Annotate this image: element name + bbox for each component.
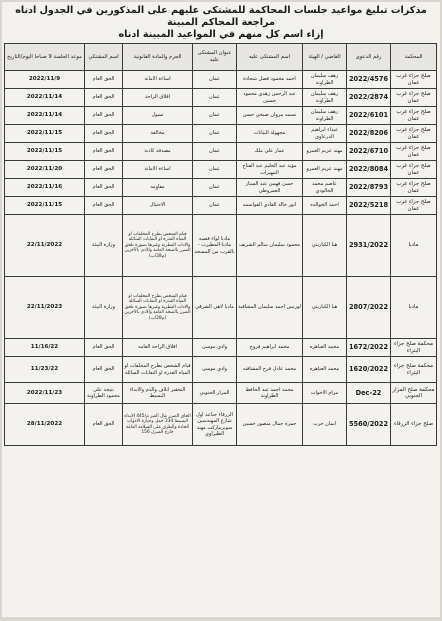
cell-plaintiff: الحق العام [85, 404, 123, 446]
cell-charge: اقلاق الراحة [123, 89, 193, 107]
cell-session-date: 2022/11/20 [5, 161, 85, 179]
table-row [5, 404, 437, 446]
cell-session-date: 2022/11/16 [5, 179, 85, 197]
cell-judge: مرام الاخوات [303, 383, 347, 404]
cell-judge: محمد العياهره [303, 357, 347, 383]
table-row [5, 125, 437, 143]
cell-plaintiff: وزارة البيئة [85, 277, 123, 339]
cell-court: صلح جزاء الزرقاء [391, 404, 437, 446]
cell-judge: رهف سليمان الطراونة [303, 89, 347, 107]
cell-plaintiff: نتيجه على محمود الطراونة [85, 383, 123, 404]
cell-case-number: 1620/2022 [347, 357, 391, 383]
cell-court: صلح جزاء غرب عمان [391, 89, 437, 107]
cell-defendant: محمد ابراهيم فروج [237, 339, 303, 357]
document-title: مذكرات تبليغ مواعيد جلسات المحاكمة للمشتكى عليهم على المذكورين في الجدول ادناه مراجعة المحاكم المبينة إزاء اسم كل منهم في المواعيد المبينة ادناه [15, 5, 427, 40]
cell-plaintiff: الحق العام [85, 107, 123, 125]
cell-plaintiff: الحق العام [85, 161, 123, 179]
cell-address: مادبا لاهي الشرقي [193, 277, 237, 339]
cell-address: عمان [193, 143, 237, 161]
cell-defendant: نسمه مروان صبحي حسن [237, 107, 303, 125]
cell-case-number: Dec-22 [347, 383, 391, 404]
cell-court: مادبا [391, 215, 437, 277]
header-judge: القاضي / الهيئة [303, 44, 347, 71]
cell-defendant: عمار علي ملك [237, 143, 303, 161]
table-row [5, 339, 437, 357]
cell-charge: قيام الشخص بطرح المخلفات او المياه القذرة او النفايات السائلة [123, 357, 193, 383]
cell-judge: مهند عزيم العمرو [303, 161, 347, 179]
cell-case-number: 1672/2022 [347, 339, 391, 357]
cell-address: مادبا لواء قصبة مادبا-المطيرب - بالقرب من المسجد [193, 215, 237, 277]
cell-plaintiff: الحق العام [85, 89, 123, 107]
cell-plaintiff: الحق العام [85, 125, 123, 143]
cell-defendant: احمد محمود فضل شحادة [237, 71, 303, 89]
cell-judge: رهف سليمان الطراونة [303, 71, 347, 89]
cell-court: صلح جزاء غرب عمان [391, 161, 437, 179]
cell-session-date: 2022/11/15 [5, 143, 85, 161]
cell-judge: رهف سليمان الطراونة [303, 107, 347, 125]
cell-address: عمان [193, 89, 237, 107]
cell-session-date: 2022/11/15 [5, 125, 85, 143]
cell-case-number: 2022/2874 [347, 89, 391, 107]
cell-session-date: 2022/11/14 [5, 89, 85, 107]
cell-court: صلح جزاء غرب عمان [391, 179, 437, 197]
document-page [2, 2, 440, 617]
header-case-number: رقم الدعوى [347, 44, 391, 71]
cell-charge: مخالفة [123, 125, 193, 143]
cell-session-date: 2022/11/23 [5, 383, 85, 404]
cell-plaintiff: الحق العام [85, 179, 123, 197]
cell-plaintiff: الحق العام [85, 143, 123, 161]
cell-case-number: 2807/2022 [347, 277, 391, 339]
cell-case-number: 2022/6101 [347, 107, 391, 125]
cell-defendant: حمزة جمال منصور حسين [237, 404, 303, 446]
cell-court: محكمة صلح المزار الجنوبي [391, 383, 437, 404]
cell-charge: تسول [123, 107, 193, 125]
header-court: المحكمة [391, 44, 437, 71]
cell-judge: غيداء ابراهيم الدرعاوي [303, 125, 347, 143]
cell-plaintiff: الحق العام [85, 197, 123, 215]
cell-address: عمان [193, 125, 237, 143]
cell-address: عمان [193, 197, 237, 215]
cell-session-date: 11/16/22 [5, 339, 85, 357]
table-body [5, 71, 437, 446]
table-row [5, 197, 437, 215]
cell-case-number: 2931/2022 [347, 215, 391, 277]
cell-plaintiff: وزارة البيئة [85, 215, 123, 277]
cell-address: وادي موسى [193, 339, 237, 357]
cell-session-date: 28/11/2022 [5, 404, 85, 446]
cell-case-number: 5560/2022 [347, 404, 391, 446]
cell-plaintiff: الحق العام [85, 357, 123, 383]
cell-address: عمان [193, 179, 237, 197]
cell-court: صلح جزاء غرب عمان [391, 107, 437, 125]
table-row [5, 143, 437, 161]
table-row [5, 383, 437, 404]
cell-case-number: 2022/8793 [347, 179, 391, 197]
table-row [5, 89, 437, 107]
hearings-table [4, 43, 437, 446]
cell-charge: اساءة الامانة [123, 71, 193, 89]
cell-judge: مهند عزيم العمرو [303, 143, 347, 161]
cell-court: مادبا [391, 277, 437, 339]
cell-charge: مصدقة كاذبة [123, 143, 193, 161]
header-plaintiff: اسم المشتكي [85, 44, 123, 71]
table-row [5, 179, 437, 197]
cell-defendant: محمد عادل فرح المشاقبه [237, 357, 303, 383]
cell-court: صلح جزاء غرب عمان [391, 71, 437, 89]
cell-case-number: 2022/8206 [347, 125, 391, 143]
cell-address: عمان [193, 161, 237, 179]
cell-session-date: 2022/11/15 [5, 197, 85, 215]
cell-defendant: مؤيد عبد الحليم عبد الفتاح المهيرات [237, 161, 303, 179]
cell-charge: الحاق الضرر مال الغير م/445 الايذاء البسيط 334 حمل وحيازة الادوات الحادة والطرق على السلامة العامة خارج المنزل 156 [123, 404, 193, 446]
cell-court: صلح جزاء غرب عمان [391, 125, 437, 143]
cell-charge: الاحتيال [123, 197, 193, 215]
cell-charge: مقاومه [123, 179, 193, 197]
cell-plaintiff: الحق العام [85, 71, 123, 89]
cell-address: المزار الجنوبي [193, 383, 237, 404]
cell-charge: التحقير اتلاف والذم والايذاء البسيط [123, 383, 193, 404]
cell-judge: ايمان حرب [303, 404, 347, 446]
table-row [5, 161, 437, 179]
table-row [5, 215, 437, 277]
cell-judge: احمد الخوالده [303, 197, 347, 215]
cell-judge: هيا الكباريتي [303, 215, 347, 277]
header-defendant: اسم المشتكى عليه [237, 44, 303, 71]
cell-case-number: 2022/6710 [347, 143, 391, 161]
cell-court: محكمة صلح جزاء البتراء [391, 357, 437, 383]
cell-case-number: 2022/5218 [347, 197, 391, 215]
header-address: عنوان المشتكى عليه [193, 44, 237, 71]
cell-charge: قيام الشخص بطرح المخلفات او المياه القذرة او النفايات السائلة والادات القطرية وغيرها بصورة تلحق الضرر بالصحة العامة والاذى بالآخرين (م28/ب) [123, 215, 193, 277]
cell-defendant: محمود سليمان سالم الشريف [237, 215, 303, 277]
cell-session-date: 11/23/22 [5, 357, 85, 383]
table-row [5, 107, 437, 125]
cell-address: عمان [193, 107, 237, 125]
cell-judge: محمد العياهره [303, 339, 347, 357]
cell-defendant: عبد الرحمن زهدي محمود حسين [237, 89, 303, 107]
cell-defendant: حسن فهمي عبد الستار العمروطي [237, 179, 303, 197]
cell-session-date: 22/11/2022 [5, 215, 85, 277]
cell-session-date: 2022/11/14 [5, 107, 85, 125]
cell-defendant: محمد احمد عبد الحافظ الطراونة [237, 383, 303, 404]
table-row [5, 277, 437, 339]
table-header-row [5, 44, 437, 71]
cell-case-number: 2022/4576 [347, 71, 391, 89]
cell-charge: قيام الشخص بطرح المخلفات او المياه القذرة او النفايات السائلة والادات القطرية وغيرها بصورة تلحق الضرر بالصحة العامة والاذى بالآخرين (م28/ب) [123, 277, 193, 339]
cell-address: عمان [193, 71, 237, 89]
cell-session-date: 22/11/2023 [5, 277, 85, 339]
table-row [5, 71, 437, 89]
cell-judge: عاصم محمد الجالودي [303, 179, 347, 197]
cell-address: وادي موسى [193, 357, 237, 383]
cell-court: صلح جزاء غرب عمان [391, 197, 437, 215]
cell-case-number: 2022/8084 [347, 161, 391, 179]
cell-court: صلح جزاء غرب عمان [391, 143, 437, 161]
cell-defendant: مجهولة البيانات [237, 125, 303, 143]
cell-charge: اساءة الامانة [123, 161, 193, 179]
cell-address: الزرقاء جناعة اول شارع المهندسين سوبرماركت مهند الطيراوي [193, 404, 237, 446]
cell-defendant: انور خالد القادي القواسمه [237, 197, 303, 215]
header-charge: الجرم والمادة القانونية [123, 44, 193, 71]
cell-judge: هيا الكباريتي [303, 277, 347, 339]
cell-court: محكمة صلح جزاء البتراء [391, 339, 437, 357]
cell-charge: اقلاق الراحة العامه [123, 339, 193, 357]
cell-defendant: لورنس احمد سليمان المشاقبة [237, 277, 303, 339]
table-row [5, 357, 437, 383]
cell-session-date: 2022/11/9 [5, 71, 85, 89]
header-session-date: موعد الجلسة 9 صباحا اليوم/التاريخ [5, 44, 85, 71]
cell-plaintiff: الحق العام [85, 339, 123, 357]
